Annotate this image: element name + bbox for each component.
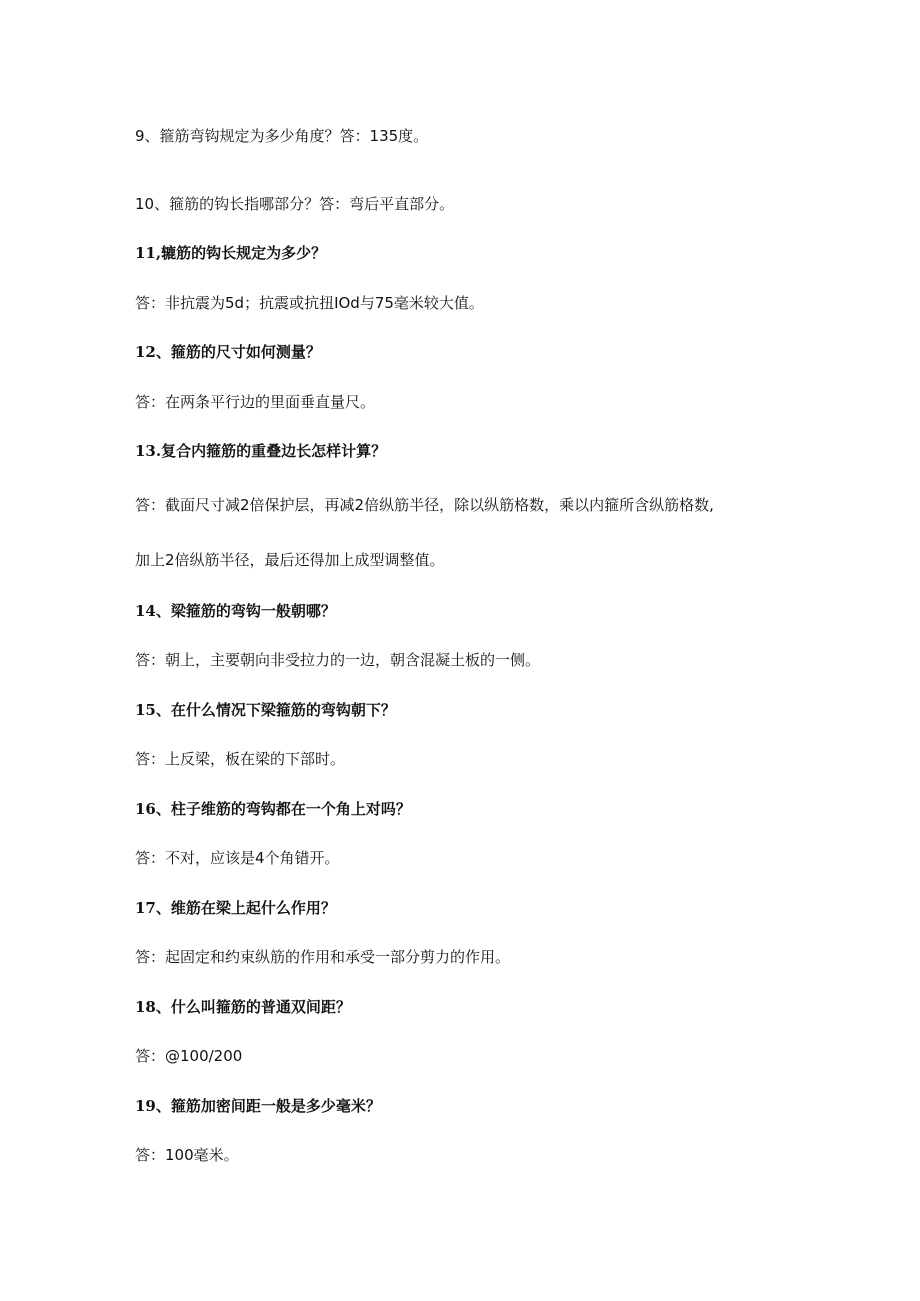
question-14: 14、梁箍筋的弯钩一般朝哪？ bbox=[135, 602, 336, 620]
answer-19: 答：100毫米。 bbox=[135, 1146, 239, 1164]
answer-17: 答：起固定和约束纵筋的作用和承受一部分剪力的作用。 bbox=[135, 948, 511, 966]
answer-11: 答：非抗震为5d；抗震或抗扭IOd与75毫米较大值。 bbox=[135, 294, 484, 312]
question-15: 15、在什么情况下梁箍筋的弯钩朝下？ bbox=[135, 701, 396, 719]
answer-18: 答：@100/200 bbox=[135, 1047, 243, 1065]
answer-14: 答：朝上，主要朝向非受拉力的一边，朝含混凝土板的一侧。 bbox=[135, 651, 541, 669]
question-10: 10、箍筋的钩长指哪部分？答：弯后平直部分。 bbox=[135, 195, 455, 213]
question-18: 18、什么叫箍筋的普通双间距？ bbox=[135, 998, 351, 1016]
question-16: 16、柱子维筋的弯钩都在一个角上对吗？ bbox=[135, 800, 411, 818]
question-13: 13.复合内箍筋的重叠边长怎样计算？ bbox=[135, 442, 387, 460]
answer-13-part-2: 加上2倍纵筋半径，最后还得加上成型调整值。 bbox=[135, 551, 445, 569]
answer-12: 答：在两条平行边的里面垂直量尺。 bbox=[135, 393, 376, 411]
question-9: 9、箍筋弯钩规定为多少角度？答：135度。 bbox=[135, 127, 429, 145]
question-12: 12、箍筋的尺寸如何测量？ bbox=[135, 343, 321, 361]
answer-13-part-1: 答：截面尺寸减2倍保护层，再减2倍纵筋半径，除以纵筋格数，乘以内箍所含纵筋格数, bbox=[135, 496, 714, 514]
question-17: 17、维筋在梁上起什么作用？ bbox=[135, 899, 336, 917]
question-19: 19、箍筋加密间距一般是多少毫米？ bbox=[135, 1097, 381, 1115]
answer-15: 答：上反梁，板在梁的下部时。 bbox=[135, 750, 346, 768]
question-11: 11,辘筋的钩长规定为多少？ bbox=[135, 244, 327, 262]
answer-16: 答：不对，应该是4个角错开。 bbox=[135, 849, 340, 867]
